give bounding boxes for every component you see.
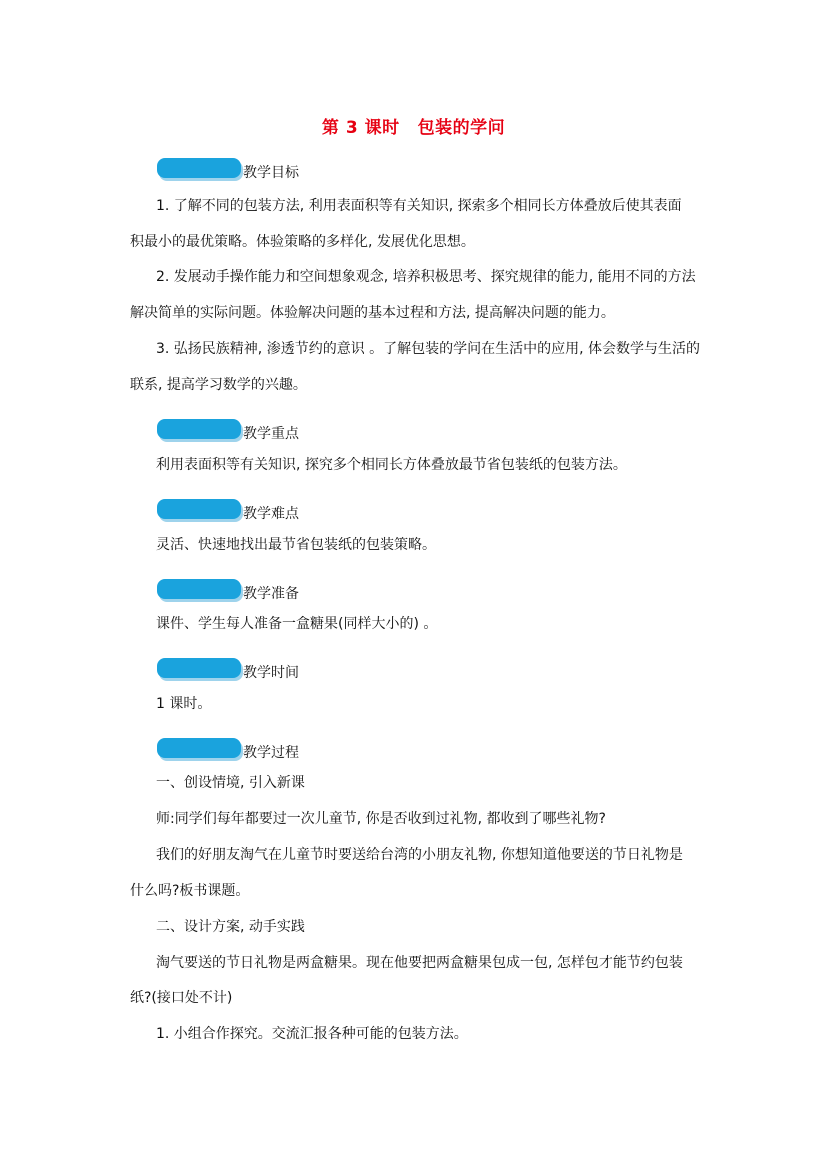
section-tag — [157, 158, 241, 178]
goal-line-1: 1. 了解不同的包装方法, 利用表面积等有关知识, 探索多个相同长方体叠放后使其表面 — [156, 198, 682, 214]
difficulties-line-1: 灵活、快速地找出最节省包装纸的包装策略。 — [156, 537, 436, 553]
section-tag — [157, 419, 241, 439]
preparation-line-1: 课件、学生每人准备一盒糖果(同样大小的) 。 — [156, 616, 438, 632]
section-heading-text: 教学准备 — [243, 586, 299, 602]
key-points-line-1: 利用表面积等有关知识, 探究多个相同长方体叠放最节省包装纸的包装方法。 — [156, 457, 627, 473]
goal-line-6: 联系, 提高学习数学的兴趣。 — [130, 377, 307, 393]
process-line-7: 纸?(接口处不计) — [130, 990, 233, 1006]
section-heading-preparation — [157, 573, 299, 602]
section-heading-text: 教学时间 — [243, 665, 299, 681]
goal-line-5: 3. 弘扬民族精神, 渗透节约的意识 。了解包装的学问在生活中的应用, 体会数学与生活的 — [156, 341, 701, 357]
section-tag — [157, 579, 241, 599]
section-tag — [157, 658, 241, 678]
section-tag — [157, 499, 241, 519]
process-line-8: 1. 小组合作探究。交流汇报各种可能的包装方法。 — [156, 1026, 468, 1042]
section-heading-text: 教学难点 — [243, 506, 299, 522]
lesson-number: 第 3 课时 — [321, 118, 400, 138]
process-line-5: 二、设计方案, 动手实践 — [156, 919, 305, 935]
process-line-3: 我们的好朋友淘气在儿童节时要送给台湾的小朋友礼物, 你想知道他要送的节日礼物是 — [156, 847, 683, 863]
section-heading-key-points — [157, 413, 299, 442]
section-heading-text: 教学目标 — [243, 165, 299, 181]
process-line-2: 师:同学们每年都要过一次儿童节, 你是否收到过礼物, 都收到了哪些礼物? — [156, 811, 606, 827]
process-line-4: 什么吗?板书课题。 — [130, 883, 250, 899]
goal-line-3: 2. 发展动手操作能力和空间想象观念, 培养积极思考、探究规律的能力, 能用不同的方法 — [156, 269, 696, 285]
goal-line-2: 积最小的最优策略。体验策略的多样化, 发展优化思想。 — [130, 234, 475, 250]
section-heading-time — [157, 652, 299, 681]
lesson-name: 包装的学问 — [417, 118, 506, 138]
page-title — [0, 113, 827, 138]
process-line-6: 淘气要送的节日礼物是两盒糖果。现在他要把两盒糖果包成一包, 怎样包才能节约包装 — [156, 955, 683, 971]
section-heading-difficulties — [157, 493, 299, 522]
section-heading-process — [157, 732, 299, 761]
section-tag — [157, 738, 241, 758]
section-heading-goals — [157, 152, 299, 181]
goal-line-4: 解决简单的实际问题。体验解决问题的基本过程和方法, 提高解决问题的能力。 — [130, 305, 615, 321]
process-line-1: 一、创设情境, 引入新课 — [156, 775, 305, 791]
section-heading-text: 教学过程 — [243, 745, 299, 761]
section-heading-text: 教学重点 — [243, 426, 299, 442]
time-line-1: 1 课时。 — [156, 696, 212, 712]
